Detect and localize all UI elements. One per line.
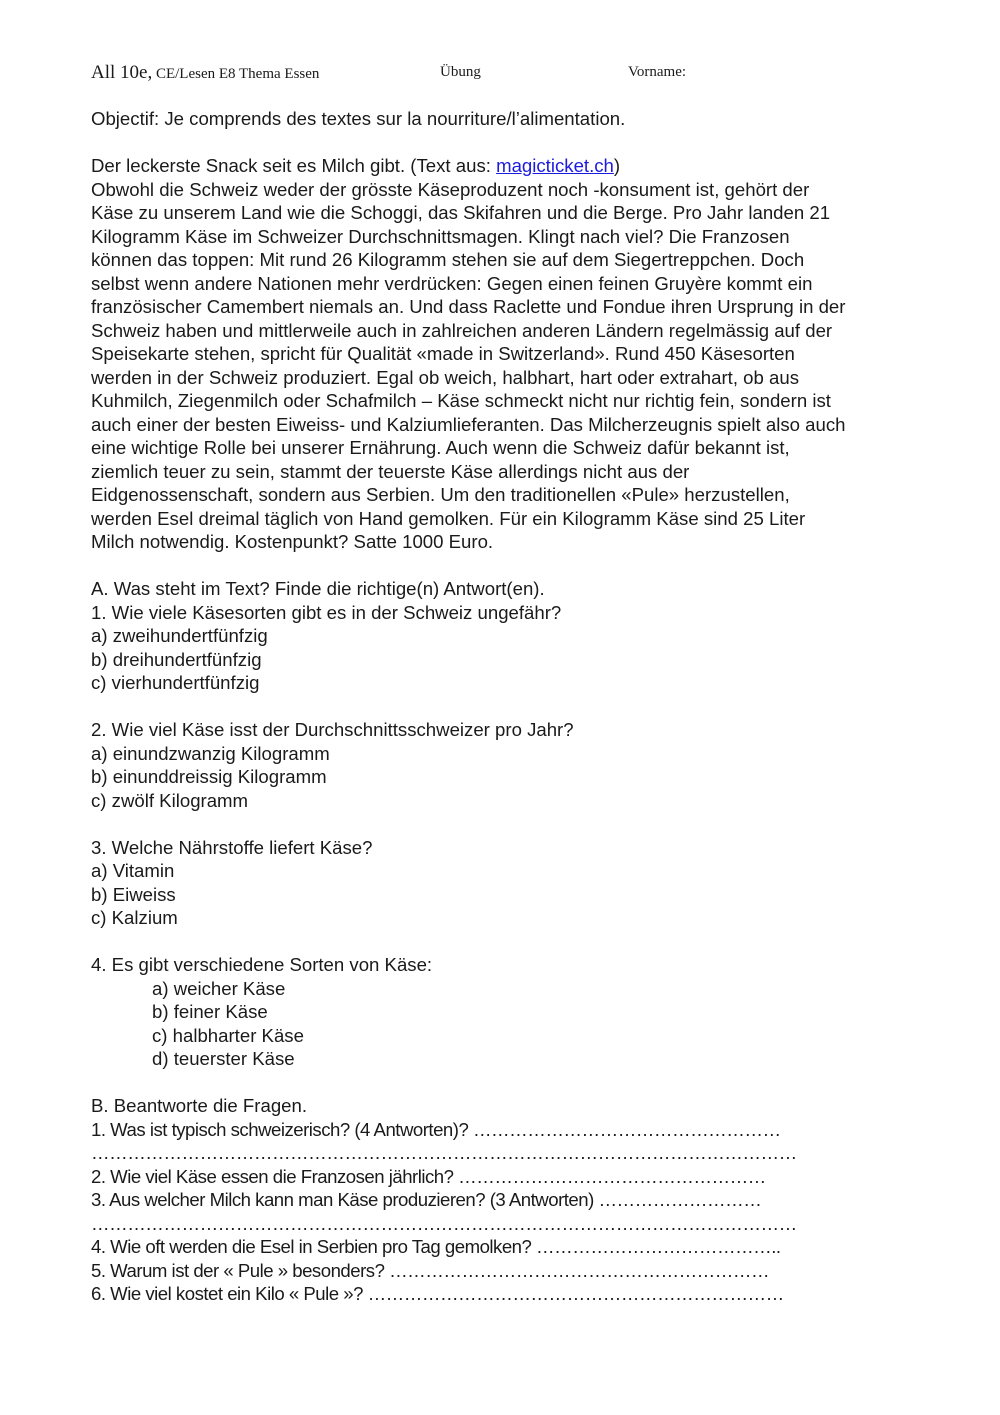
spacer (91, 1071, 921, 1095)
section-b (91, 1094, 921, 1306)
answer-option[interactable]: b) dreihundertfünfzig (91, 648, 262, 670)
text-line: französischer Camembert niemals an. Und dass Raclette und Fondue ihren Ursprung in der (91, 296, 846, 317)
answer-option[interactable]: a) einundzwanzig Kilogramm (91, 742, 330, 764)
vorname-label: Vorname: (628, 64, 687, 80)
text-line: ziemlich teuer zu sein, stammt der teuerste Käse allerdings nicht aus der (91, 460, 690, 482)
answer-line[interactable]: 4. Wie oft werden die Esel in Serbien pro Tag gemolken? ………………………………….. (91, 1236, 781, 1257)
text-line: werden in der Schweiz produziert. Egal ob weich, halbhart, hart oder extrahart, ob aus (91, 366, 799, 388)
answer-line[interactable]: 5. Warum ist der « Pule » besonders? ……………………………………………………… (91, 1259, 770, 1281)
answer-option[interactable]: c) zwölf Kilogramm (91, 789, 249, 811)
section-b-title: B. Beantworte die Fragen. (91, 1095, 308, 1116)
text-line: werden Esel dreimal täglich von Hand gemolken. Für ein Kilogramm Käse sind 25 Liter (91, 507, 806, 529)
answer-line[interactable]: 6. Wie viel kostet ein Kilo « Pule »? …………………………………………………………… (91, 1283, 784, 1304)
text-line: Eidgenossenschaft, sondern aus Serbien. Um den traditionellen «Pule» herzustellen, (91, 484, 790, 505)
text-line: Obwohl die Schweiz weder der grösste Käseproduzent noch -konsument ist, gehört der (91, 178, 810, 200)
text-line: selbst wenn andere Nationen mehr verdrücken: Gegen einen feinen Gruyère kommt ein (91, 272, 813, 294)
question-2: 2. Wie viel Käse isst der Durchschnittsschweizer pro Jahr? (91, 719, 574, 740)
text-line: Schweiz haben und mittlerweile auch in zahlreichen anderen Ländern regelmässig auf der (91, 319, 833, 341)
text-line: Kilogramm Käse im Schweizer Durchschnittsmagen. Klingt nach viel? Die Franzosen (91, 225, 790, 247)
answer-option[interactable]: c) vierhundertfünfzig (91, 672, 260, 693)
course-label (91, 62, 319, 84)
answer-option[interactable]: a) weicher Käse (152, 977, 286, 999)
spacer (91, 131, 921, 155)
course-code: All 10e, (91, 62, 153, 83)
text-title (91, 154, 921, 178)
answer-option[interactable]: c) Kalzium (91, 907, 178, 928)
reading-text (91, 178, 921, 554)
answer-option[interactable]: a) Vitamin (91, 860, 175, 881)
answer-line[interactable]: ……………………………………………………………………………………………………… (91, 1212, 797, 1234)
course-topic: CE/Lesen E8 Thema Essen (152, 66, 320, 82)
text-line: Käse zu unserem Land wie die Schoggi, das Skifahren und die Berge. Pro Jahr landen 21 (91, 202, 831, 223)
answer-line[interactable]: 1. Was ist typisch schweizerisch? (4 Antworten)? …………………………………………… (91, 1118, 781, 1140)
question-3: 3. Welche Nährstoffe liefert Käse? (91, 836, 373, 858)
answer-option[interactable]: d) teuerster Käse (152, 1048, 295, 1069)
header (91, 62, 911, 86)
source-link[interactable]: magicticket.ch (496, 155, 614, 176)
section-a (91, 577, 921, 1071)
spacer (91, 812, 921, 836)
spacer (91, 930, 921, 954)
section-a-title: A. Was steht im Text? Finde die richtige(n) Antwort(en). (91, 578, 545, 599)
answer-option[interactable]: a) zweihundertfünfzig (91, 625, 268, 646)
answer-line[interactable]: 3. Aus welcher Milch kann man Käse produzieren? (3 Antworten) ……………………… (91, 1189, 762, 1210)
answer-option[interactable]: b) feiner Käse (152, 1001, 268, 1022)
text-title-suffix: ) (613, 155, 621, 176)
worksheet-content (91, 107, 921, 1306)
spacer (91, 554, 921, 578)
text-line: eine wichtige Rolle bei unserer Ernährung. Auch wenn die Schweiz dafür bekannt ist, (91, 437, 790, 458)
question-4: 4. Es gibt verschiedene Sorten von Käse: (91, 954, 433, 975)
answer-line[interactable]: 2. Wie viel Käse essen die Franzosen jährlich? …………………………………………… (91, 1165, 766, 1187)
answer-option[interactable]: c) halbharter Käse (152, 1024, 304, 1046)
text-line: Milch notwendig. Kostenpunkt? Satte 1000 Euro. (91, 531, 494, 552)
text-title-prefix: Der leckerste Snack seit es Milch gibt. (Text aus: (91, 155, 497, 176)
question-1: 1. Wie viele Käsesorten gibt es in der Schweiz ungefähr? (91, 601, 562, 623)
text-line: können das toppen: Mit rund 26 Kilogramm stehen sie auf dem Siegertreppchen. Doch (91, 249, 805, 270)
text-line: auch einer der besten Eiweiss- und Kalziumlieferanten. Das Milcherzeugnis spielt also auch (91, 413, 846, 435)
spacer (91, 695, 921, 719)
text-line: Kuhmilch, Ziegenmilch oder Schafmilch – Käse schmeckt nicht nur richtig fein, sondern ist (91, 390, 831, 411)
objective: Objectif: Je comprends des textes sur la nourriture/l’alimentation. (91, 108, 626, 129)
answer-option[interactable]: b) Eiweiss (91, 883, 176, 905)
text-line: Speisekarte stehen, spricht für Qualität «made in Switzerland». Rund 450 Käsesorten (91, 343, 795, 364)
uebung-label: Übung (440, 64, 481, 80)
answer-option[interactable]: b) einunddreissig Kilogramm (91, 766, 327, 787)
answer-line[interactable]: ……………………………………………………………………………………………………… (91, 1142, 797, 1163)
